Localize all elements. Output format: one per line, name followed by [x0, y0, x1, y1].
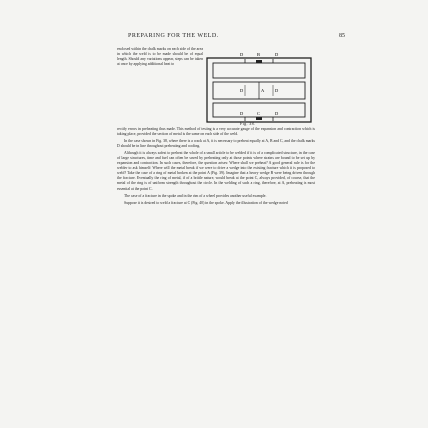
- area-c-mark: [256, 117, 262, 120]
- paragraph: Suppose it is desired to weld a fracture at C (Fig. 40) in the spoke. Apply the illustration of the wedge noted: [124, 200, 288, 205]
- label-mid-right: D: [275, 88, 279, 93]
- figure-38: [205, 49, 313, 127]
- upper-panel: [213, 63, 305, 78]
- paragraph: The case of a fracture in the spoke and in the rim of a wheel provides another useful example.: [124, 193, 267, 198]
- label-top-left: D: [240, 52, 244, 57]
- body-text: [117, 127, 315, 206]
- figure-38-drawing: [205, 49, 313, 127]
- label-mid-left: D: [240, 88, 244, 93]
- label-mid-center: A: [261, 88, 265, 93]
- area-b-mark: [256, 60, 262, 63]
- label-bottom-center: C: [257, 111, 261, 116]
- paragraph-continuation: rectify errors in preheating thus made. This method of testing is a very accurate gauge of the expansion and contraction which is taking place, provided the section of metal is the same on each side of the weld.: [117, 127, 315, 137]
- label-top-center: B: [257, 52, 261, 57]
- label-bottom-right: D: [275, 111, 279, 116]
- page-header: [88, 33, 345, 43]
- running-head: PREPARING FOR THE WELD.: [128, 33, 219, 39]
- paragraph: Although it is always safest to preheat the whole of a small article to be welded if it is of a complicated structure, in the case of large structures, time and fuel can often be saved by preheating only at those points where strains are bound to be set up by expansion and contraction. In such cases, therefore, the question arises: Where shall we preheat? A good general rule is for the welder to ask himself: Where will the metal break if we were to drive a wedge into the existing fracture which it is proposed to weld? Take the case of a ring of metal broken at the point A (Fig. 39). Imagine that a heavy wedge B were being driven through the fracture. Eventually the ring of metal, if of a brittle nature, would break at the point C, always provided, of course, that the metal of the ring is of uniform strength throughout the circle. In the welding of such a ring, therefore, at A, preheating is most essential at the point C.: [117, 151, 315, 191]
- figure-caption: Fig. 38.: [240, 121, 256, 126]
- page-number: 85: [339, 33, 345, 39]
- label-top-right: D: [275, 52, 279, 57]
- paragraph: In the case shown in Fig. 38, where there is a crack at A, it is necessary to preheat equally at A, B and C, and the chalk marks D should be in line throughout preheating and cooling.: [117, 139, 315, 149]
- paragraph-wrapped: enclosed within the chalk marks on each side of the area in which the weld is to be made should be of equal length. Should any variations appear, steps can be taken at once by applying additional heat to: [117, 47, 203, 67]
- label-bottom-left: D: [240, 111, 244, 116]
